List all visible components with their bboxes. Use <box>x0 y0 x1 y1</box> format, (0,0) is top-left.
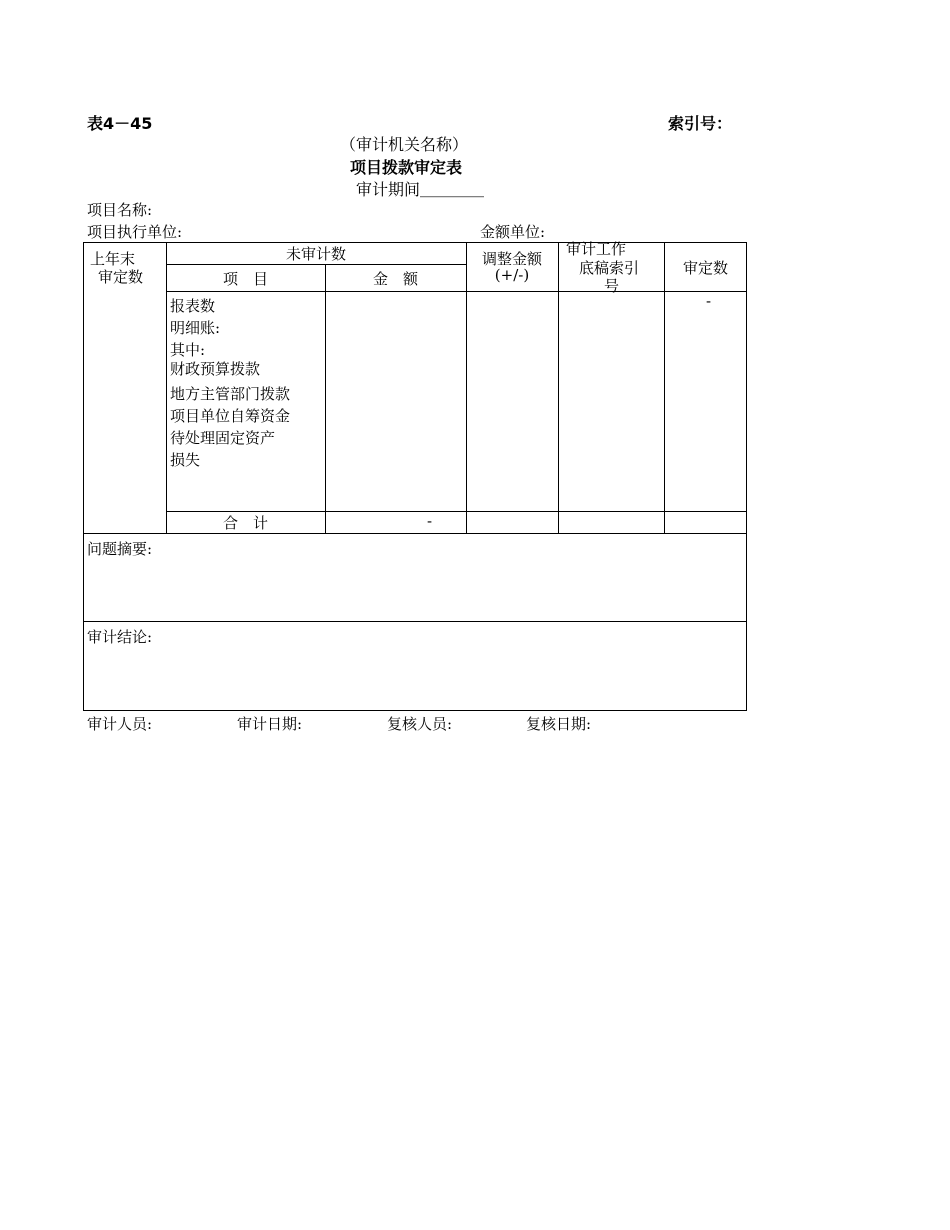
approved-value: - <box>706 292 712 310</box>
list-item: 报表数 <box>170 297 216 315</box>
table-number: 表4－45 <box>87 114 153 133</box>
amount-unit-label: 金额单位: <box>480 223 546 241</box>
audit-conclusion-label: 审计结论: <box>87 628 153 646</box>
project-name-label: 项目名称: <box>87 201 153 219</box>
reviewer-label: 复核人员: <box>387 715 453 733</box>
page-title: 项目拨款审定表 <box>350 158 463 177</box>
list-item: 财政预算拨款 <box>170 360 261 378</box>
audit-date-label: 审计日期: <box>237 715 303 733</box>
col-adjust-line2: (+/-) <box>494 266 530 284</box>
list-item: 项目单位自筹资金 <box>170 407 291 425</box>
issues-summary-label: 问题摘要: <box>87 540 153 558</box>
list-item: 地方主管部门拨款 <box>170 385 291 403</box>
exec-unit-label: 项目执行单位: <box>87 223 183 241</box>
col-workpaper-line2: 底稿索引 <box>579 259 640 277</box>
col-workpaper-line1: 审计工作 <box>566 240 627 258</box>
total-amount: - <box>427 512 433 530</box>
list-item: 其中: <box>170 341 206 359</box>
col-workpaper-line3: 号 <box>604 277 620 295</box>
col-prev-year-line1: 上年末 <box>90 250 136 268</box>
col-prev-year-line2: 审定数 <box>98 268 144 286</box>
list-item: 明细账: <box>170 319 221 337</box>
auditor-label: 审计人员: <box>87 715 153 733</box>
total-label: 合 计 <box>222 514 268 532</box>
col-amount: 金 额 <box>372 270 418 288</box>
review-date-label: 复核日期: <box>526 715 592 733</box>
list-item: 损失 <box>170 451 201 469</box>
agency-name: （审计机关名称） <box>340 135 469 154</box>
col-approved: 审定数 <box>682 259 728 277</box>
col-item: 项 目 <box>222 270 268 288</box>
list-item: 待处理固定资产 <box>170 429 276 447</box>
index-number-label: 索引号： <box>668 114 733 133</box>
col-unaudited: 未审计数 <box>285 245 346 263</box>
audit-period: 审计期间＿＿＿＿ <box>356 180 485 199</box>
col-adjust-line1: 调整金额 <box>481 250 542 268</box>
